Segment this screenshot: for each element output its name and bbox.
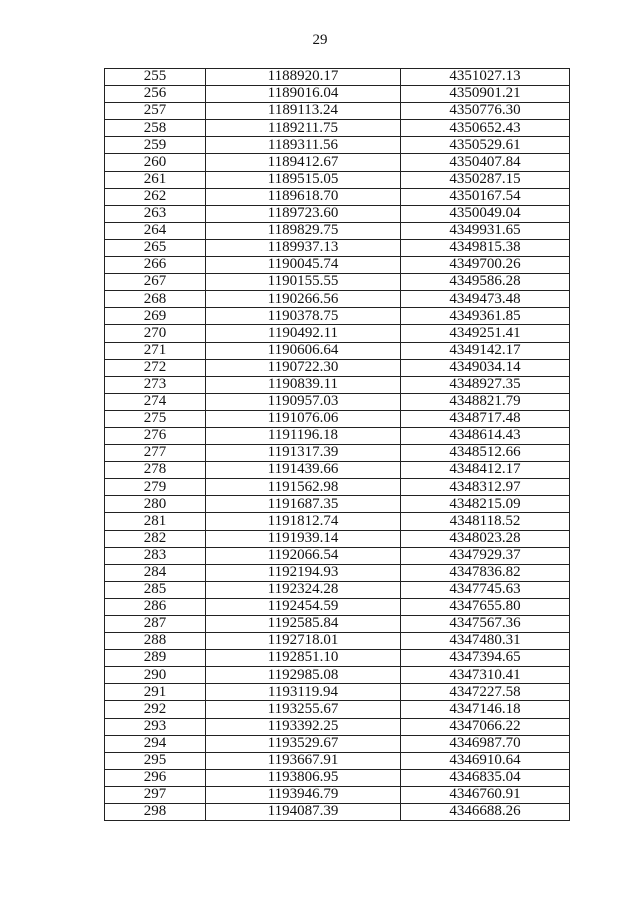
x-coordinate-cell: 1190266.56 bbox=[206, 291, 401, 308]
x-coordinate-cell: 1191939.14 bbox=[206, 530, 401, 547]
y-coordinate-cell: 4347146.18 bbox=[401, 701, 570, 718]
point-number-cell: 258 bbox=[105, 120, 206, 137]
x-coordinate-cell: 1190378.75 bbox=[206, 308, 401, 325]
x-coordinate-cell: 1189723.60 bbox=[206, 205, 401, 222]
y-coordinate-cell: 4347929.37 bbox=[401, 547, 570, 564]
x-coordinate-cell: 1190155.55 bbox=[206, 274, 401, 291]
point-number-cell: 284 bbox=[105, 564, 206, 581]
point-number-cell: 263 bbox=[105, 205, 206, 222]
table-row bbox=[105, 752, 570, 769]
x-coordinate-cell: 1192194.93 bbox=[206, 564, 401, 581]
table-row bbox=[105, 239, 570, 256]
table-row bbox=[105, 735, 570, 752]
x-coordinate-cell: 1189412.67 bbox=[206, 154, 401, 171]
point-number-cell: 292 bbox=[105, 701, 206, 718]
table-row bbox=[105, 188, 570, 205]
y-coordinate-cell: 4350901.21 bbox=[401, 86, 570, 103]
point-number-cell: 287 bbox=[105, 616, 206, 633]
x-coordinate-cell: 1189211.75 bbox=[206, 120, 401, 137]
coordinate-table bbox=[104, 68, 570, 821]
table-row bbox=[105, 547, 570, 564]
point-number-cell: 288 bbox=[105, 633, 206, 650]
x-coordinate-cell: 1190606.64 bbox=[206, 342, 401, 359]
x-coordinate-cell: 1193529.67 bbox=[206, 735, 401, 752]
table-row bbox=[105, 479, 570, 496]
point-number-cell: 291 bbox=[105, 684, 206, 701]
x-coordinate-cell: 1190839.11 bbox=[206, 376, 401, 393]
y-coordinate-cell: 4348614.43 bbox=[401, 427, 570, 444]
point-number-cell: 290 bbox=[105, 667, 206, 684]
y-coordinate-cell: 4349586.28 bbox=[401, 274, 570, 291]
table-row bbox=[105, 222, 570, 239]
x-coordinate-cell: 1193255.67 bbox=[206, 701, 401, 718]
y-coordinate-cell: 4350167.54 bbox=[401, 188, 570, 205]
page-number: 29 bbox=[312, 32, 328, 48]
point-number-cell: 275 bbox=[105, 410, 206, 427]
x-coordinate-cell: 1189311.56 bbox=[206, 137, 401, 154]
x-coordinate-cell: 1188920.17 bbox=[206, 69, 401, 86]
point-number-cell: 289 bbox=[105, 650, 206, 667]
point-number-cell: 270 bbox=[105, 325, 206, 342]
table-row bbox=[105, 598, 570, 615]
y-coordinate-cell: 4349361.85 bbox=[401, 308, 570, 325]
x-coordinate-cell: 1192851.10 bbox=[206, 650, 401, 667]
x-coordinate-cell: 1191196.18 bbox=[206, 427, 401, 444]
point-number-cell: 280 bbox=[105, 496, 206, 513]
point-number-cell: 296 bbox=[105, 769, 206, 786]
x-coordinate-cell: 1193946.79 bbox=[206, 786, 401, 803]
point-number-cell: 259 bbox=[105, 137, 206, 154]
y-coordinate-cell: 4350287.15 bbox=[401, 171, 570, 188]
x-coordinate-cell: 1189515.05 bbox=[206, 171, 401, 188]
x-coordinate-cell: 1190045.74 bbox=[206, 257, 401, 274]
table-row bbox=[105, 342, 570, 359]
point-number-cell: 261 bbox=[105, 171, 206, 188]
point-number-cell: 277 bbox=[105, 445, 206, 462]
point-number-cell: 278 bbox=[105, 462, 206, 479]
x-coordinate-cell: 1190722.30 bbox=[206, 359, 401, 376]
table-row bbox=[105, 137, 570, 154]
y-coordinate-cell: 4347394.65 bbox=[401, 650, 570, 667]
table-row bbox=[105, 410, 570, 427]
y-coordinate-cell: 4347745.63 bbox=[401, 581, 570, 598]
table-row bbox=[105, 667, 570, 684]
table-row bbox=[105, 376, 570, 393]
y-coordinate-cell: 4349142.17 bbox=[401, 342, 570, 359]
table-row bbox=[105, 325, 570, 342]
point-number-cell: 286 bbox=[105, 598, 206, 615]
y-coordinate-cell: 4348717.48 bbox=[401, 410, 570, 427]
y-coordinate-cell: 4348023.28 bbox=[401, 530, 570, 547]
x-coordinate-cell: 1190957.03 bbox=[206, 393, 401, 410]
table-row bbox=[105, 445, 570, 462]
y-coordinate-cell: 4347227.58 bbox=[401, 684, 570, 701]
table-row bbox=[105, 205, 570, 222]
x-coordinate-cell: 1190492.11 bbox=[206, 325, 401, 342]
y-coordinate-cell: 4349473.48 bbox=[401, 291, 570, 308]
x-coordinate-cell: 1189937.13 bbox=[206, 239, 401, 256]
table-row bbox=[105, 86, 570, 103]
x-coordinate-cell: 1192585.84 bbox=[206, 616, 401, 633]
x-coordinate-cell: 1193392.25 bbox=[206, 718, 401, 735]
y-coordinate-cell: 4348512.66 bbox=[401, 445, 570, 462]
y-coordinate-cell: 4347310.41 bbox=[401, 667, 570, 684]
y-coordinate-cell: 4349034.14 bbox=[401, 359, 570, 376]
table-row bbox=[105, 103, 570, 120]
y-coordinate-cell: 4350529.61 bbox=[401, 137, 570, 154]
point-number-cell: 276 bbox=[105, 427, 206, 444]
point-number-cell: 262 bbox=[105, 188, 206, 205]
y-coordinate-cell: 4347655.80 bbox=[401, 598, 570, 615]
point-number-cell: 271 bbox=[105, 342, 206, 359]
table-row bbox=[105, 769, 570, 786]
table-row bbox=[105, 786, 570, 803]
x-coordinate-cell: 1192324.28 bbox=[206, 581, 401, 598]
x-coordinate-cell: 1192454.59 bbox=[206, 598, 401, 615]
table-row bbox=[105, 513, 570, 530]
table-row bbox=[105, 359, 570, 376]
point-number-cell: 298 bbox=[105, 804, 206, 821]
x-coordinate-cell: 1191562.98 bbox=[206, 479, 401, 496]
x-coordinate-cell: 1189113.24 bbox=[206, 103, 401, 120]
point-number-cell: 282 bbox=[105, 530, 206, 547]
point-number-cell: 283 bbox=[105, 547, 206, 564]
y-coordinate-cell: 4349815.38 bbox=[401, 239, 570, 256]
table-row bbox=[105, 633, 570, 650]
y-coordinate-cell: 4347567.36 bbox=[401, 616, 570, 633]
y-coordinate-cell: 4348821.79 bbox=[401, 393, 570, 410]
point-number-cell: 293 bbox=[105, 718, 206, 735]
point-number-cell: 257 bbox=[105, 103, 206, 120]
x-coordinate-cell: 1194087.39 bbox=[206, 804, 401, 821]
point-number-cell: 255 bbox=[105, 69, 206, 86]
table-row bbox=[105, 393, 570, 410]
table-row bbox=[105, 718, 570, 735]
y-coordinate-cell: 4348412.17 bbox=[401, 462, 570, 479]
point-number-cell: 273 bbox=[105, 376, 206, 393]
table-row bbox=[105, 581, 570, 598]
table-row bbox=[105, 291, 570, 308]
point-number-cell: 281 bbox=[105, 513, 206, 530]
table-row bbox=[105, 462, 570, 479]
table-row bbox=[105, 154, 570, 171]
point-number-cell: 294 bbox=[105, 735, 206, 752]
y-coordinate-cell: 4350407.84 bbox=[401, 154, 570, 171]
x-coordinate-cell: 1191317.39 bbox=[206, 445, 401, 462]
point-number-cell: 274 bbox=[105, 393, 206, 410]
y-coordinate-cell: 4347836.82 bbox=[401, 564, 570, 581]
table-row bbox=[105, 701, 570, 718]
x-coordinate-cell: 1191439.66 bbox=[206, 462, 401, 479]
y-coordinate-cell: 4346760.91 bbox=[401, 786, 570, 803]
table-row bbox=[105, 120, 570, 137]
x-coordinate-cell: 1193119.94 bbox=[206, 684, 401, 701]
point-number-cell: 295 bbox=[105, 752, 206, 769]
y-coordinate-cell: 4347480.31 bbox=[401, 633, 570, 650]
table-row bbox=[105, 530, 570, 547]
table-row bbox=[105, 308, 570, 325]
coordinate-table-body bbox=[105, 69, 570, 821]
x-coordinate-cell: 1193667.91 bbox=[206, 752, 401, 769]
table-row bbox=[105, 496, 570, 513]
y-coordinate-cell: 4346910.64 bbox=[401, 752, 570, 769]
table-row bbox=[105, 616, 570, 633]
y-coordinate-cell: 4347066.22 bbox=[401, 718, 570, 735]
point-number-cell: 265 bbox=[105, 239, 206, 256]
x-coordinate-cell: 1192718.01 bbox=[206, 633, 401, 650]
y-coordinate-cell: 4348118.52 bbox=[401, 513, 570, 530]
point-number-cell: 285 bbox=[105, 581, 206, 598]
y-coordinate-cell: 4348312.97 bbox=[401, 479, 570, 496]
point-number-cell: 256 bbox=[105, 86, 206, 103]
y-coordinate-cell: 4348927.35 bbox=[401, 376, 570, 393]
table-row bbox=[105, 274, 570, 291]
table-row bbox=[105, 650, 570, 667]
y-coordinate-cell: 4346835.04 bbox=[401, 769, 570, 786]
x-coordinate-cell: 1193806.95 bbox=[206, 769, 401, 786]
point-number-cell: 266 bbox=[105, 257, 206, 274]
x-coordinate-cell: 1191812.74 bbox=[206, 513, 401, 530]
table-row bbox=[105, 171, 570, 188]
point-number-cell: 297 bbox=[105, 786, 206, 803]
table-row bbox=[105, 69, 570, 86]
point-number-cell: 272 bbox=[105, 359, 206, 376]
x-coordinate-cell: 1191687.35 bbox=[206, 496, 401, 513]
x-coordinate-cell: 1189016.04 bbox=[206, 86, 401, 103]
table-row bbox=[105, 257, 570, 274]
point-number-cell: 279 bbox=[105, 479, 206, 496]
y-coordinate-cell: 4348215.09 bbox=[401, 496, 570, 513]
x-coordinate-cell: 1192066.54 bbox=[206, 547, 401, 564]
table-row bbox=[105, 804, 570, 821]
y-coordinate-cell: 4346688.26 bbox=[401, 804, 570, 821]
y-coordinate-cell: 4349700.26 bbox=[401, 257, 570, 274]
x-coordinate-cell: 1189829.75 bbox=[206, 222, 401, 239]
y-coordinate-cell: 4349251.41 bbox=[401, 325, 570, 342]
point-number-cell: 264 bbox=[105, 222, 206, 239]
y-coordinate-cell: 4351027.13 bbox=[401, 69, 570, 86]
y-coordinate-cell: 4350652.43 bbox=[401, 120, 570, 137]
point-number-cell: 268 bbox=[105, 291, 206, 308]
point-number-cell: 269 bbox=[105, 308, 206, 325]
x-coordinate-cell: 1192985.08 bbox=[206, 667, 401, 684]
y-coordinate-cell: 4350049.04 bbox=[401, 205, 570, 222]
y-coordinate-cell: 4346987.70 bbox=[401, 735, 570, 752]
x-coordinate-cell: 1189618.70 bbox=[206, 188, 401, 205]
point-number-cell: 267 bbox=[105, 274, 206, 291]
table-row bbox=[105, 564, 570, 581]
table-row bbox=[105, 684, 570, 701]
y-coordinate-cell: 4350776.30 bbox=[401, 103, 570, 120]
point-number-cell: 260 bbox=[105, 154, 206, 171]
x-coordinate-cell: 1191076.06 bbox=[206, 410, 401, 427]
table-row bbox=[105, 427, 570, 444]
y-coordinate-cell: 4349931.65 bbox=[401, 222, 570, 239]
